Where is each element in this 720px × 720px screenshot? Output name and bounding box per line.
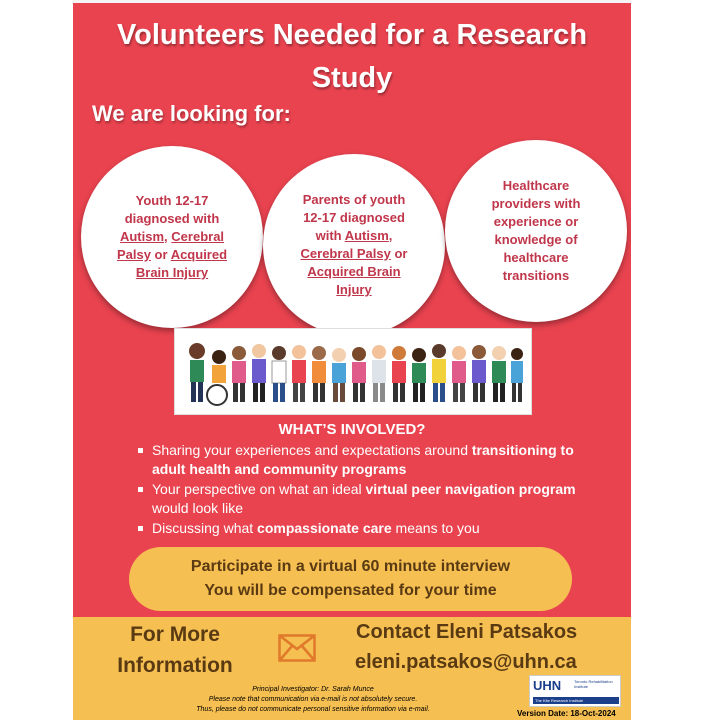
circle-parents-intro: Parents of youth 12-17 diagnosed with: [302, 192, 406, 243]
uhn-logo-mark: UHN: [533, 678, 562, 693]
version-date: Version Date: 18-Oct-2024: [517, 709, 616, 718]
circle-youth-intro: Youth 12-17 diagnosed with: [124, 193, 220, 226]
bullet-text-post: means to you: [391, 520, 480, 536]
people-illustration: [174, 328, 532, 415]
comma: ,: [388, 228, 393, 243]
circle-providers: [445, 140, 627, 322]
acquired-brain-injury-link[interactable]: Acquired Brain Injury: [307, 264, 401, 297]
contact-email-link[interactable]: eleni.patsakos@uhn.ca: [355, 651, 577, 673]
contact-footer: [73, 617, 631, 720]
diverse-people-illustration: [175, 329, 531, 414]
cerebral-palsy-link[interactable]: Cerebral Palsy: [116, 229, 225, 262]
comma: ,: [164, 229, 168, 244]
more-information-label: [101, 619, 249, 681]
flyer: [73, 0, 631, 720]
bullet-text: Your perspective on what an ideal: [152, 481, 366, 497]
bullet-text-post: would look like: [152, 500, 244, 516]
bullet-bold: virtual peer navigation program: [365, 481, 576, 497]
page-title: Volunteers Needed for a Research Study: [116, 19, 588, 94]
cta-line-1: Participate in a virtual 60 minute interview: [190, 558, 511, 575]
uhn-logo: [529, 675, 621, 707]
bullet-text: Discussing what: [152, 520, 258, 536]
bullet-bold: compassionate care: [257, 520, 392, 536]
circle-providers-text: Healthcare providers with experience or knowledge of healthcare transitions: [491, 178, 581, 283]
principal-investigator: Principal Investigator: Dr. Sarah Munce: [252, 686, 374, 693]
privacy-note-2: Thus, please do not communicate personal sensitive information via e-mail.: [196, 706, 430, 713]
acquired-brain-injury-link[interactable]: Acquired Brain Injury: [135, 247, 228, 280]
more-line-2: Information: [117, 654, 233, 677]
circle-youth: [81, 146, 263, 328]
bullet-text: Sharing your experiences and expectations around: [152, 442, 472, 458]
interview-callout: [129, 547, 572, 611]
privacy-note-1: Please note that communication via e-mail is not absolutely secure.: [208, 696, 418, 703]
bullet-bold: transitioning to adult health and community programs: [152, 442, 574, 477]
involved-list: [136, 441, 576, 539]
fine-print: [133, 685, 493, 715]
list-item: [136, 441, 576, 479]
cta-line-2: You will be compensated for your time: [204, 582, 497, 599]
whats-involved-heading: WHAT’S INVOLVED?: [278, 421, 426, 438]
list-item: [136, 480, 576, 518]
kite-institute-label: The Kite Research Institute: [533, 697, 619, 704]
or-word: or: [150, 247, 171, 262]
envelope-icon: [278, 634, 316, 662]
contact-name: Contact Eleni Patsakos: [356, 621, 578, 643]
or-word: or: [390, 246, 408, 261]
autism-link[interactable]: Autism: [119, 229, 165, 244]
autism-link[interactable]: Autism: [344, 228, 389, 243]
looking-for-heading: We are looking for:: [92, 101, 291, 126]
top-bar: [73, 0, 631, 3]
circle-parents: [263, 154, 445, 336]
list-item: [136, 519, 576, 538]
cerebral-palsy-link[interactable]: Cerebral Palsy: [300, 246, 391, 261]
more-line-1: For More: [130, 623, 220, 646]
uhn-logo-subtitle: Toronto Rehabilitation Institute: [574, 679, 613, 689]
